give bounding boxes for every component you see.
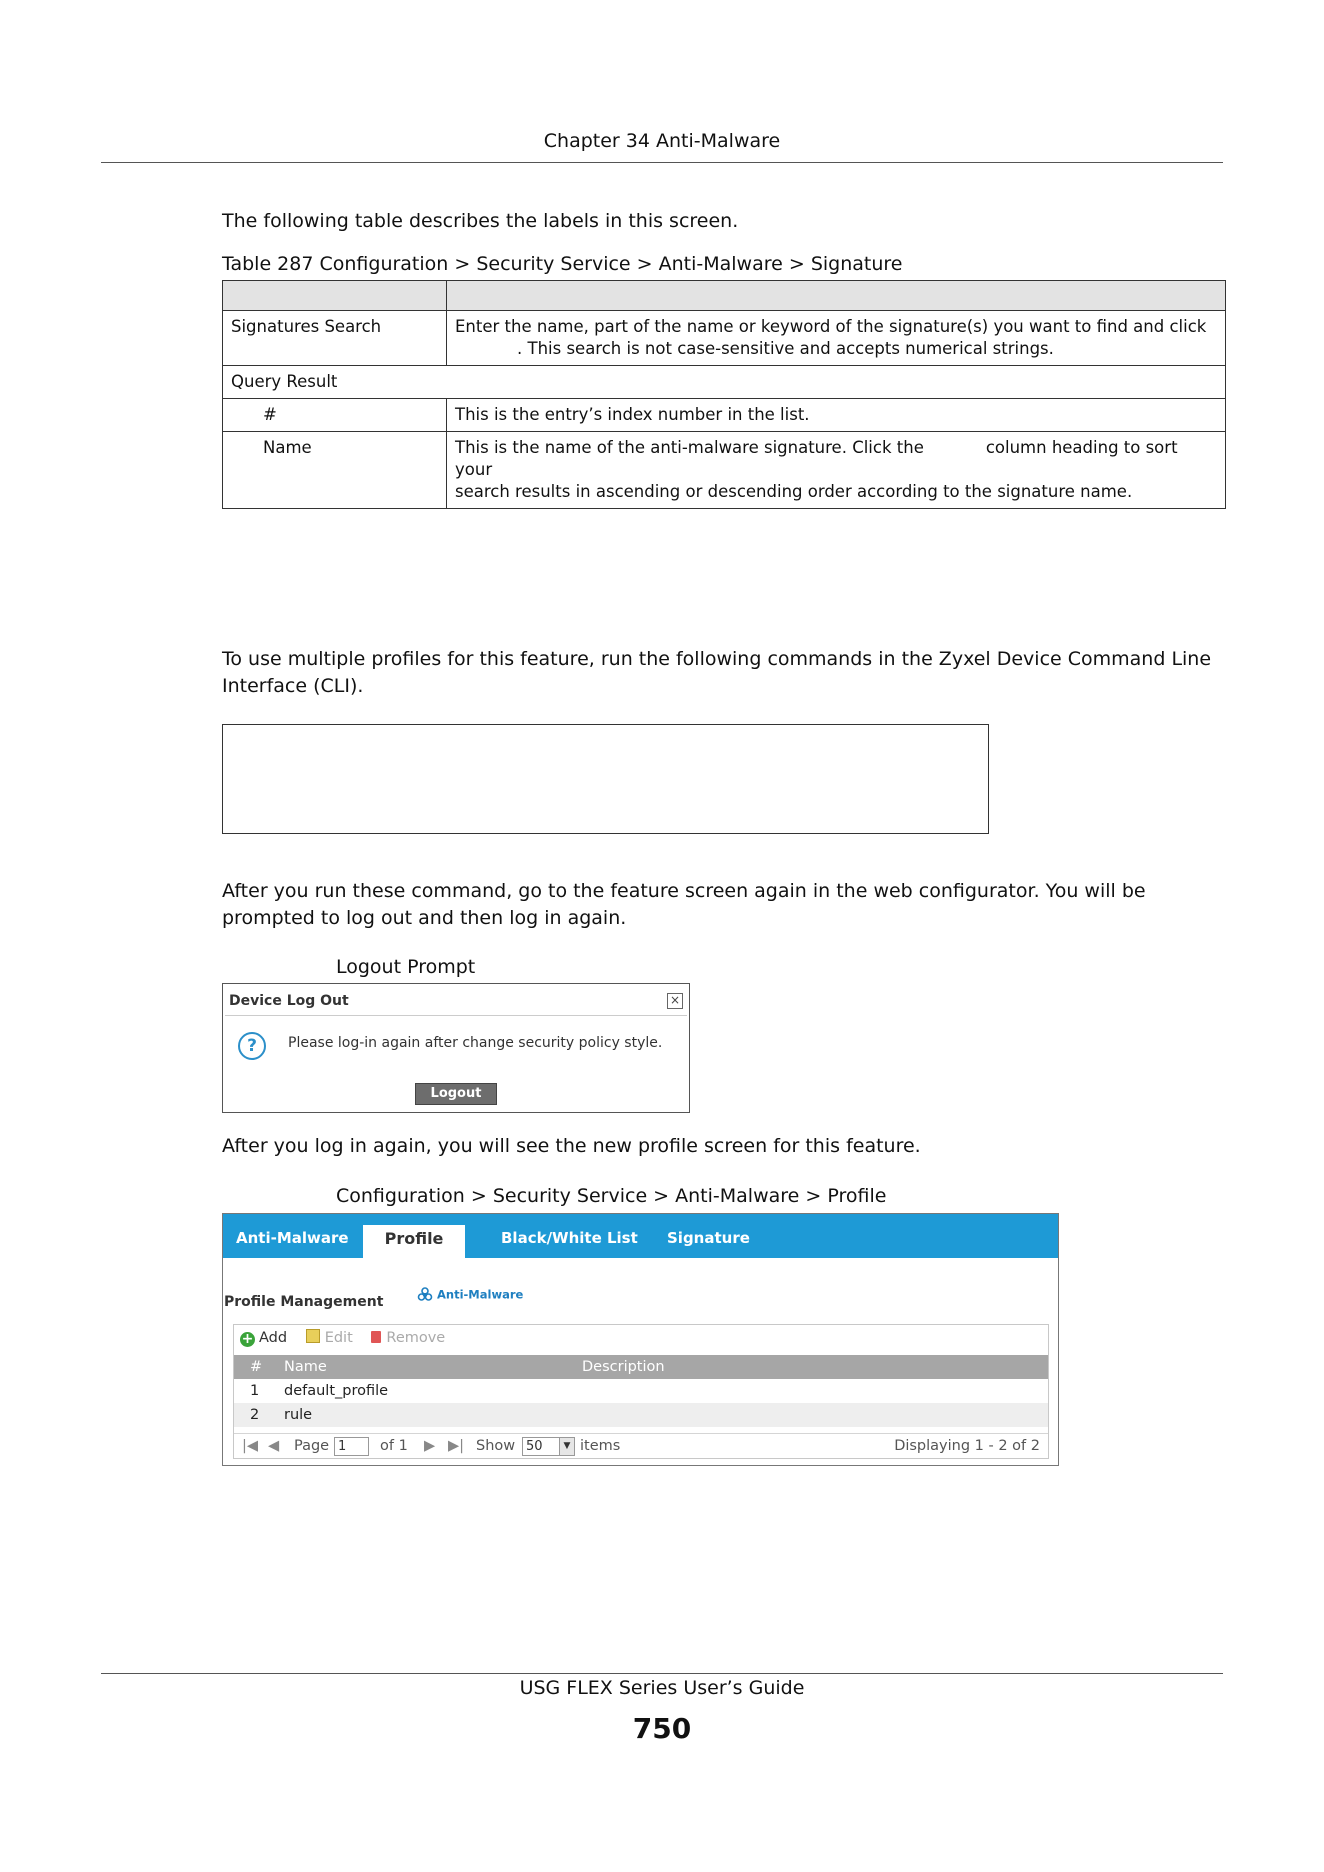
logout-figure-caption: Logout Prompt [336,956,476,978]
after-login-text: After you log in again, you will see the new profile screen for this feature. [222,1135,921,1157]
table-row[interactable]: 1 default_profile [250,1383,389,1399]
column-header-num[interactable]: # [250,1359,263,1375]
header-rule [101,162,1223,163]
table-row[interactable]: 2 rule [234,1403,1048,1427]
tab-signature[interactable]: Signature [667,1229,750,1247]
add-icon: + [241,1331,254,1347]
displaying-status: Displaying 1 - 2 of 2 [894,1438,1040,1454]
remove-button[interactable]: Remove [371,1330,445,1346]
footer-title: USG FLEX Series User’s Guide [519,1677,805,1699]
dialog-title: Device Log Out [229,993,349,1009]
running-head: Chapter 34 Anti-Malware [543,130,781,152]
tab-black-white-list[interactable]: Black/White List [501,1229,638,1247]
cli-command-box [222,724,989,834]
next-page-icon[interactable]: ▶ [424,1438,436,1454]
profile-screen [222,1213,1059,1466]
table-row [223,399,1226,432]
row-label: Query Result [223,366,1226,399]
edit-icon [306,1329,320,1343]
page-input-wrap [334,1434,369,1458]
label-description-table [222,280,1226,509]
biohazard-icon [417,1287,433,1303]
page-input[interactable]: 1 [334,1437,369,1456]
anti-malware-link[interactable]: Anti-Malware [417,1287,523,1303]
row-description: This is the entry’s index number in the list. [447,399,1226,432]
page-of-label: of 1 [380,1438,408,1454]
close-icon[interactable]: × [667,993,683,1009]
prev-page-icon[interactable]: ◀ [268,1438,280,1454]
profile-management-label: Profile Management [224,1294,384,1310]
row-label: # [223,399,447,432]
row-description: Enter the name, part of the name or keyword of the signature(s) you want to find and click . This search is not case-sensitive and accepts numerical strings. [447,311,1226,366]
add-button[interactable]: + Add [241,1330,288,1347]
trash-icon [371,1331,381,1343]
cli-intro-text: To use multiple profiles for this feature, run the following commands in the Zyxel Device Command Line Interface (CLI). [222,648,1212,697]
first-page-icon[interactable]: |◀ [242,1438,259,1454]
column-header-description[interactable]: Description [582,1359,665,1375]
grid-toolbar [240,1329,459,1351]
after-cli-text: After you run these command, go to the feature screen again in the web configurator. You will be prompted to log out and then log in again. [222,880,1146,929]
page-size-select[interactable]: 50 ▼ [522,1437,575,1456]
question-icon: ? [238,1032,266,1060]
profile-grid-panel [233,1324,1049,1459]
page-size-wrap [522,1434,575,1458]
chevron-down-icon: ▼ [559,1438,574,1455]
row-label: Signatures Search [223,311,447,366]
grid-header [234,1355,1048,1379]
last-page-icon[interactable]: ▶| [448,1438,465,1454]
tab-anti-malware[interactable]: Anti-Malware [236,1229,349,1247]
dialog-message: Please log-in again after change security policy style. [288,1035,663,1051]
logout-button[interactable]: Logout [415,1083,497,1105]
profile-figure-caption: Configuration > Security Service > Anti-Malware > Profile [336,1185,887,1207]
table-row [223,311,1226,366]
page-number: 750 [632,1712,692,1745]
page-label: Page [294,1438,330,1454]
items-label: items [580,1438,621,1454]
row-description: This is the name of the anti-malware signature. Click the column heading to sort your search results in ascending or descending order according to the signature name. [447,432,1226,509]
footer-rule [101,1673,1223,1674]
logout-dialog [222,983,690,1113]
table-row [223,366,1226,399]
pager [234,1433,1048,1458]
edit-button[interactable]: Edit [306,1329,353,1346]
tab-bar [223,1214,1058,1258]
table-caption: Table 287 Configuration > Security Service > Anti-Malware > Signature [222,253,903,275]
column-header-name[interactable]: Name [284,1359,327,1375]
dialog-divider [225,1015,687,1016]
table-row [223,432,1226,509]
table-header-row [223,281,1226,311]
intro-text: The following table describes the labels in this screen. [222,210,739,232]
tab-profile[interactable]: Profile [363,1225,465,1258]
show-label: Show [476,1438,516,1454]
row-label: Name [223,432,447,509]
